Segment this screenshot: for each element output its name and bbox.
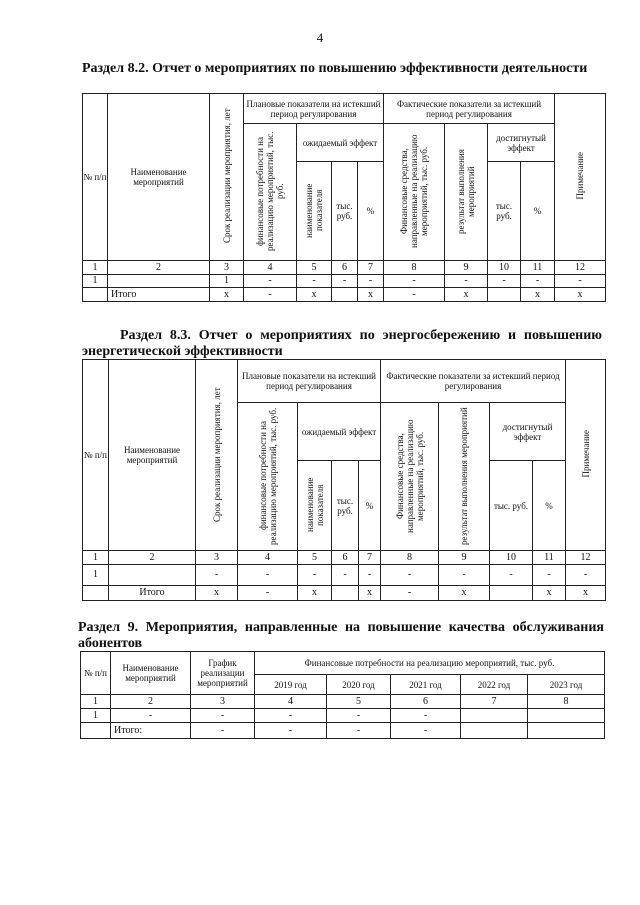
total-row: Итого х - х х - х х х bbox=[83, 288, 606, 302]
header-plan-eff-rub: тыс. руб. bbox=[332, 461, 359, 551]
total-row: Итого: - - - - bbox=[81, 723, 605, 739]
header-fact-eff-pct: % bbox=[521, 162, 555, 261]
header-fact-res: результат выполнения мероприятий bbox=[439, 403, 490, 551]
header-name: Наименование мероприятий bbox=[111, 652, 191, 695]
table-9 bbox=[80, 651, 605, 739]
header-fact: Фактические показатели за истекший период регулирования bbox=[381, 360, 566, 403]
header-term: Срок реализации мероприятия, лет bbox=[196, 360, 238, 551]
header-fin: Финансовые потребности на реализацию мероприятий, тыс. руб. bbox=[255, 652, 605, 675]
header-fact: Фактические показатели за истекший период регулирования bbox=[384, 94, 555, 124]
table-row: 1 - - - - - - - - - - bbox=[83, 565, 606, 586]
column-numbers-row: 1 2 3 4 5 6 7 8 9 10 11 12 bbox=[83, 551, 606, 565]
header-no: № п/п bbox=[83, 360, 109, 551]
table-8-2 bbox=[82, 93, 606, 302]
header-plan-eff-rub: тыс. руб. bbox=[332, 162, 358, 261]
header-plan-eff-name: наименование показателя bbox=[298, 461, 332, 551]
header-plan-eff: ожидаемый эффект bbox=[298, 403, 381, 461]
header-term: Срок реализации мероприятия, лет bbox=[210, 94, 244, 261]
header-plan: Плановые показатели на истекший период регулирования bbox=[238, 360, 381, 403]
years-row: 2019 год 2020 год 2021 год 2022 год 2023 год bbox=[81, 675, 605, 695]
header-no: № п/п bbox=[81, 652, 111, 695]
header-note: Примечание bbox=[555, 94, 606, 261]
total-row: Итого х - х х - х х х bbox=[83, 586, 606, 601]
header-no: № п/п bbox=[83, 94, 108, 261]
column-numbers-row: 1 2 3 4 5 6 7 8 bbox=[81, 695, 605, 709]
header-plan-eff-pct: % bbox=[358, 162, 384, 261]
table-8-3 bbox=[82, 359, 606, 601]
header-plan-eff-pct: % bbox=[359, 461, 381, 551]
header-fact-eff-rub: тыс. руб. bbox=[490, 461, 533, 551]
header-name: Наименование мероприятий bbox=[109, 360, 196, 551]
header-name: Наименование мероприятий bbox=[108, 94, 210, 261]
header-fact-eff: достигнутый эффект bbox=[490, 403, 566, 461]
header-note: Примечание bbox=[566, 360, 606, 551]
column-numbers-row: 1 2 3 4 5 6 7 8 9 10 11 12 bbox=[83, 261, 606, 275]
header-plan-fin: финансовые потребности на реализацию мероприятий, тыс. руб. bbox=[244, 124, 297, 261]
header-fact-fin: Финансовые средства, направленные на реализацию мероприятий, тыс. руб. bbox=[384, 124, 445, 261]
section-8-2-title: Раздел 8.2. Отчет о мероприятиях по повышению эффективности деятельности bbox=[82, 61, 588, 76]
header-fact-eff-pct: % bbox=[533, 461, 566, 551]
header-schedule: График реализации мероприятий bbox=[191, 652, 255, 695]
table-row: 1 1 - - - - - - - - - bbox=[83, 275, 606, 288]
table-row: 1 - - - - - bbox=[81, 709, 605, 723]
header-plan-eff-name: наименование показателя bbox=[297, 162, 332, 261]
header-plan-fin: финансовые потребности на реализацию мероприятий, тыс. руб. bbox=[238, 403, 298, 551]
header-fact-fin: Финансовые средства, направленные на реализацию мероприятий, тыс. руб. bbox=[381, 403, 439, 551]
header-plan: Плановые показатели на истекший период регулирования bbox=[244, 94, 384, 124]
header-fact-eff: достигнутый эффект bbox=[488, 124, 555, 162]
section-9-title: Раздел 9. Мероприятия, направленные на повышение качества обслуживания абонентов bbox=[78, 620, 604, 651]
section-8-3-title: Раздел 8.3. Отчет о мероприятиях по энергосбережению и повышению энергетической эффективности bbox=[82, 328, 602, 359]
header-plan-eff: ожидаемый эффект bbox=[297, 124, 384, 162]
header-fact-eff-rub: тыс. руб. bbox=[488, 162, 521, 261]
header-fact-res: результат выполнения мероприятий bbox=[445, 124, 488, 261]
page-number: 4 bbox=[316, 30, 324, 45]
